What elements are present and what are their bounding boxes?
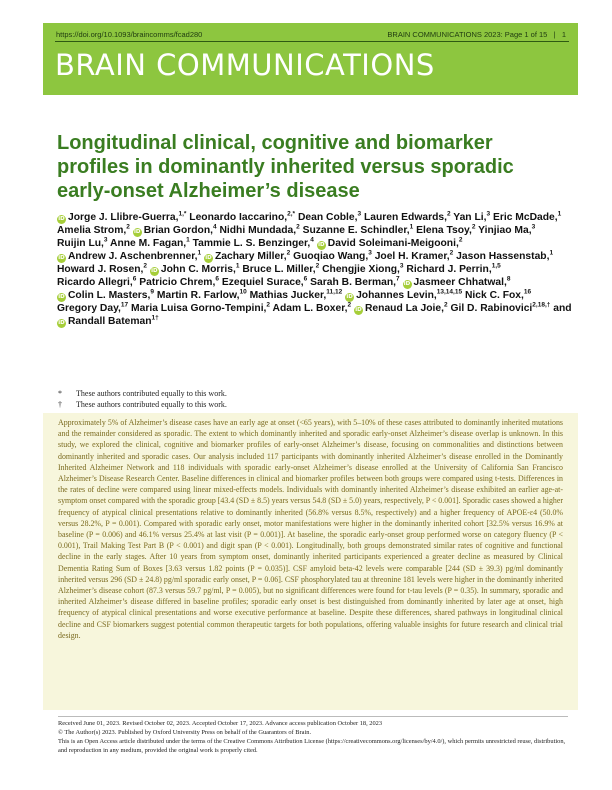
author-name-text: Jorge J. Llibre-Guerra, [68, 212, 179, 223]
author-name [57, 303, 128, 314]
author-affiliation: 9 [150, 288, 155, 296]
author-name [57, 316, 159, 327]
author-affiliation: 1 [197, 249, 202, 257]
page-number: 1 [561, 30, 566, 39]
author-name [139, 277, 219, 288]
author-affiliation: 2 [296, 223, 300, 231]
author-affiliation: 2 [446, 210, 451, 218]
author-name [250, 290, 343, 301]
author-affiliation: 3 [399, 262, 404, 270]
author-name [465, 290, 531, 301]
author-name-text: John C. Morris, [160, 264, 236, 275]
orcid-icon[interactable]: iD [58, 216, 65, 222]
author-name-text: Gregory Day, [57, 303, 121, 314]
author-name [57, 212, 186, 223]
header-divider [55, 41, 569, 42]
author-name [493, 212, 561, 223]
author-name-text: Guoqiao Wang, [293, 251, 369, 262]
author-name-text: Howard J. Rosen, [57, 264, 144, 275]
author-name [131, 303, 270, 314]
author-name-text: Randall Bateman [68, 316, 152, 327]
orcid-icon[interactable]: iD [58, 255, 65, 261]
author-name [273, 303, 352, 314]
author-affiliation: 6 [303, 275, 308, 283]
author-name [375, 251, 454, 262]
author-name-text: Maria Luisa Gorno-Tempini, [131, 303, 267, 314]
author-affiliation: 2 [286, 249, 291, 257]
article-title: Longitudinal clinical, cognitive and biomarker profiles in dominantly inherited versus sporadic early-onset Alzheimer’s disease [57, 132, 514, 202]
page-info-label: BRAIN COMMUNICATIONS 2023: Page 1 of 15 [387, 30, 548, 39]
author-name [57, 238, 108, 249]
author-name [57, 264, 147, 275]
author-affiliation: 3 [531, 223, 536, 231]
author-name [322, 264, 403, 275]
author-name [110, 238, 190, 249]
author-affiliation: 2 [449, 249, 454, 257]
copyright-notice: © The Author(s) 2023. Published by Oxford University Press on behalf of the Guarantors of Brain. [58, 729, 312, 736]
author-name [150, 264, 240, 275]
author-name-text: Joel H. Kramer, [374, 251, 450, 262]
author-name-text: Adam L. Boxer, [272, 303, 348, 314]
author-affiliation: 7 [396, 275, 400, 283]
author-name [298, 212, 361, 223]
footnote-text: These authors contributed equally to this work. [76, 389, 227, 398]
author-name-text: Nick C. Fox, [464, 290, 524, 301]
author-affiliation: 4 [212, 223, 217, 231]
author-name-text: Eric McDade, [492, 212, 558, 223]
footnote-equal-last [58, 399, 227, 410]
author-affiliation: 6 [215, 275, 219, 283]
author-name-text: Renaud La Joie, [365, 303, 444, 314]
author-affiliation: 2 [126, 223, 130, 231]
author-name [57, 290, 154, 301]
author-name [406, 264, 500, 275]
author-name [57, 251, 201, 262]
author-name-text: Mathias Jucker, [249, 290, 327, 301]
author-name-text: Ezequiel Surace, [221, 277, 304, 288]
orcid-icon[interactable]: iD [58, 294, 65, 300]
author-name-text: Sarah B. Berman, [310, 277, 397, 288]
author-name-text: Leonardo Iaccarino, [189, 212, 288, 223]
author-name-text: Amelia Strom, [57, 225, 127, 236]
author-footnotes [58, 388, 227, 410]
orcid-icon[interactable]: iD [318, 242, 325, 248]
footnote-symbol: † [58, 400, 62, 409]
abstract-text: Approximately 5% of Alzheimer’s disease cases have an early age at onset (<65 years), with 5–10% of these cases attributed to dominantly inherited mutations and the remainder considered as sporadic. The extent to which dominantly inherited and sporadic early-onset Alzheimer’s disease overlap is unknown. In this study, we explored the clinical, cognitive and biomarker profiles of early-onset Alzheimer’s disease, focusing on commonalities and distinctions between dominantly inherited and sporadic cases. Our analysis included 117 participants with dominantly inherited Alzheimer’s disease enrolled in the Dominantly Inherited Alzheimer Network and 118 individuals with sporadic early-onset Alzheimer’s disease enrolled at the University of California San Francisco Alzheimer’s Disease Research Center. Baseline differences in clinical and biomarker profiles between both groups were compared using t-tests. Differences in the rates of decline were compared using linear mixed-effects models. Individuals with dominantly inherited Alzheimer’s disease exhibited an earlier age-at-symptom onset compared with the sporadic group [43.4 (SD ± 8.5) years versus 54.8 (SD ± 5.0) years, respectively, P < 0.001]. Sporadic cases showed a higher frequency of atypical clinical presentations relative to dominantly inherited (56.8% versus 8.5%, respectively) and a higher frequency of APOE-ε4 (50.0% versus 28.2%, P = 0.001). Compared with sporadic early onset, motor manifestations were higher in the dominantly inherited cohort [32.5% versus 16.9% at baseline (P = 0.006) and 46.1% versus 25.4% at last visit (P = 0.001)]. At baseline, the sporadic early-onset group performed worse on category fluency (P < 0.001), Trail Making Test Part B (P < 0.001) and digit span (P < 0.001). Longitudinally, both groups demonstrated similar rates of cognitive and functional decline in the early stages. After 10 years from symptom onset, dominantly inherited participants experienced a greater decline as measured by Clinical Dementia Rating Sum of Boxes [3.63 versus 1.82 points (P = 0.035)]. CSF amyloid beta-42 levels were comparable [244 (SD ± 39.3) pg/ml dominantly inherited versus 296 (SD ± 24.8) pg/ml sporadic early onset, P = 0.06]. CSF phosphorylated tau at threonine 181 levels were higher in the dominantly inherited Alzheimer’s disease cohort (87.3 versus 59.7 pg/ml, P = 0.005), but no significant differences were found for t-tau levels (P = 0.35). In summary, sporadic and inherited Alzheimer’s disease differed in baseline profiles; sporadic early onset is best distinguished from dominantly inherited by later age at onset, high frequency of atypical clinical presentations and worse executive performance at baseline. Despite these differences, shared pathways in longitudinal clinical decline and CSF biomarkers suggest potential common therapeutic targets for both populations, offering valuable insights for future research and clinical trial design. [58, 418, 563, 640]
author-affiliation: 2 [443, 301, 448, 309]
author-affiliation: 6 [132, 275, 137, 283]
footnote-equal-first [58, 388, 227, 399]
author-name [157, 290, 247, 301]
author-affiliation: 16 [523, 288, 532, 296]
orcid-icon[interactable]: iD [403, 281, 411, 287]
author-affiliation: 8 [506, 275, 511, 283]
author-name-text: and [553, 303, 572, 314]
author-affiliation: 2 [266, 301, 271, 309]
author-name-text: Bruce L. Miller, [242, 264, 316, 275]
author-name-text: Andrew J. Aschenbrenner, [68, 251, 198, 262]
author-name [133, 225, 217, 236]
author-name-text: Chengjie Xiong, [322, 264, 400, 275]
author-name-text: Tammie L. S. Benzinger, [192, 238, 311, 249]
author-name [310, 277, 399, 288]
author-name-text: Yan Li, [453, 212, 487, 223]
author-name-text: Colin L. Masters, [68, 290, 151, 301]
footer-divider [58, 716, 568, 717]
author-name-text: Patricio Chrem, [139, 277, 216, 288]
author-name [450, 303, 550, 314]
author-name-text: Anne M. Fagan, [110, 238, 187, 249]
author-affiliation: 3 [357, 210, 362, 218]
author-name [204, 251, 290, 262]
author-affiliation: 2 [471, 223, 476, 231]
author-name-text: Yinjiao Ma, [478, 225, 532, 236]
author-name [222, 277, 307, 288]
author-name-text: Suzanne E. Schindler, [302, 225, 410, 236]
footnote-text: These authors contributed equally to this work. [76, 400, 227, 409]
author-name-text: Zachary Miller, [215, 251, 287, 262]
page-info [387, 30, 566, 39]
author-name-text: Jason Hassenstab, [456, 251, 550, 262]
author-affiliation: 2,* [287, 210, 296, 218]
page-separator: | [553, 30, 556, 39]
author-affiliation: 3 [103, 236, 108, 244]
journal-name: BRAIN COMMUNICATIONS [55, 48, 435, 82]
author-list [57, 211, 572, 328]
orcid-icon[interactable]: iD [346, 294, 353, 300]
author-affiliation: 1 [409, 223, 414, 231]
received-dates: Received June 01, 2023. Revised October 02, 2023. Accepted October 17, 2023. Advance access publication October 18, 2023 [58, 720, 383, 727]
author-affiliation: 4 [310, 236, 314, 244]
author-name-text: Ruijin Lu, [57, 238, 104, 249]
orcid-icon[interactable]: iD [355, 307, 362, 313]
orcid-icon[interactable]: iD [134, 229, 141, 235]
author-affiliation: 2 [347, 301, 352, 309]
author-affiliation: 3 [486, 210, 491, 218]
author-name-text: Nidhi Mundada, [219, 225, 297, 236]
author-name-text: Lauren Edwards, [363, 212, 447, 223]
author-affiliation: 2 [458, 236, 463, 244]
author-name [354, 303, 448, 314]
license-notice: This is an Open Access article distributed under the terms of the Creative Commons Attribution License (https://creativecommons.org/licenses/by/4.0/), which permits unrestricted reuse, distribution, and reproduction in any medium, provided the original work is properly cited. [58, 738, 566, 754]
author-name-text: Gil D. Rabinovici [450, 303, 533, 314]
author-name-text: Dean Coble, [297, 212, 358, 223]
author-name [403, 277, 511, 288]
orcid-icon[interactable]: iD [205, 255, 212, 261]
footnote-symbol: * [58, 389, 62, 398]
author-name-text: Ricardo Allegri, [57, 277, 133, 288]
author-name [416, 225, 475, 236]
author-affiliation: 1 [235, 262, 240, 270]
author-affiliation: 1† [151, 314, 159, 322]
author-affiliation: 11,12 [326, 288, 343, 296]
author-name [317, 238, 463, 249]
author-name-text: Jasmeer Chhatwal, [413, 277, 507, 288]
author-affiliation: 13,14,15 [436, 288, 463, 296]
author-name-text: Richard J. Perrin, [406, 264, 492, 275]
author-affiliation: 17 [120, 301, 129, 309]
author-name [345, 290, 462, 301]
author-name-text: Brian Gordon, [143, 225, 213, 236]
author-name-text: Johannes Levin, [356, 290, 437, 301]
orcid-icon[interactable]: iD [151, 268, 158, 274]
author-name [293, 251, 372, 262]
doi-link[interactable]: https://doi.org/10.1093/braincomms/fcad280 [56, 30, 203, 39]
author-affiliation: 2 [315, 262, 320, 270]
author-name-text: Elena Tsoy, [416, 225, 472, 236]
author-affiliation: 1 [557, 210, 562, 218]
author-affiliation: 2,18,† [532, 301, 551, 309]
author-affiliation: 1,5 [491, 262, 501, 270]
author-affiliation: 2 [143, 262, 148, 270]
author-name [219, 225, 299, 236]
author-name-text: Martin R. Farlow, [156, 290, 240, 301]
article-footer [58, 716, 568, 755]
author-affiliation: 1,* [178, 210, 187, 218]
author-name [303, 225, 414, 236]
orcid-icon[interactable]: iD [58, 320, 65, 326]
author-affiliation: 1 [186, 236, 190, 244]
author-name [364, 212, 451, 223]
author-affiliation: 10 [239, 288, 247, 296]
author-name [57, 277, 136, 288]
author-name [242, 264, 319, 275]
author-name [189, 212, 295, 223]
author-name [193, 238, 314, 249]
author-name [453, 212, 490, 223]
author-name [478, 225, 535, 236]
author-conjunction [553, 303, 571, 314]
author-affiliation: 1 [549, 249, 554, 257]
author-name [456, 251, 553, 262]
author-name-text: David Soleimani-Meigooni, [327, 238, 459, 249]
author-affiliation: 3 [368, 249, 372, 257]
author-name [57, 225, 130, 236]
